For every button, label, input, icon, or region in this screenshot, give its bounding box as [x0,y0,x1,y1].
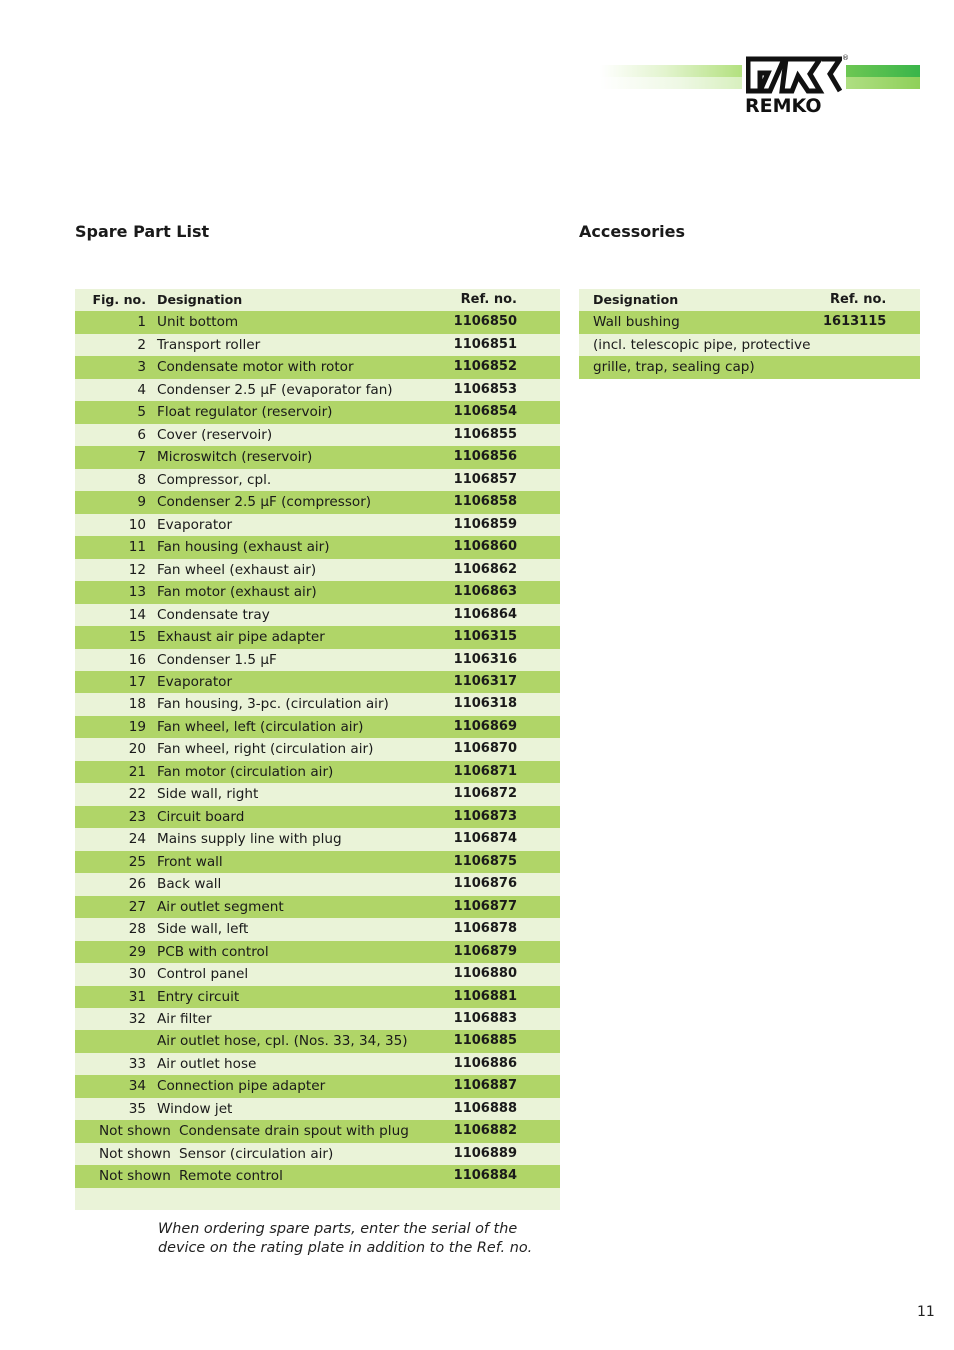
ref-no-cell: 1106857 [453,471,517,487]
designation-cell: Window jet [157,1100,233,1117]
designation-cell: Control panel [157,966,249,983]
designation-cell: Fan wheel (exhaust air) [157,561,317,578]
ref-no-cell: 1106316 [453,651,517,667]
fig-no-cell: 8 [137,471,146,488]
ref-no-cell: 1106864 [453,606,517,622]
table-row [75,806,560,828]
fig-no-cell: 10 [128,516,146,533]
designation-cell: Air outlet segment [157,898,284,915]
ref-no-cell: 1106315 [453,629,517,645]
ref-no-cell: 1106879 [453,943,517,959]
fig-no-cell: 27 [128,898,146,915]
ref-no-cell: 1613115 [823,314,887,330]
ref-no-cell: 1106850 [453,314,517,330]
ref-no-cell: 1106862 [453,561,517,577]
designation-cell: Side wall, left [157,921,249,938]
designation-cell: Compressor, cpl. [157,471,272,488]
table-row [75,514,560,536]
ref-no-cell: 1106863 [453,584,517,600]
designation-cell: Air outlet hose, cpl. (Nos. 33, 34, 35) [157,1033,408,1050]
ref-no-cell: 1106881 [453,988,517,1004]
table-row [75,334,560,356]
table-row [75,851,560,873]
accessories-header-row [579,289,920,311]
table-row [75,1030,560,1052]
accessories-rows [579,311,920,378]
logo-wordmark: REMKO [745,95,822,117]
designation-cell: Fan housing (exhaust air) [157,539,330,556]
fig-no-cell: 16 [128,651,146,668]
designation-cell: Remote control [179,1168,283,1185]
fig-no-cell: 4 [137,381,146,398]
table-row [579,311,920,333]
designation-cell: Entry circuit [157,988,240,1005]
designation-cell: Mains supply line with plug [157,831,342,848]
ref-no-cell: 1106856 [453,449,517,465]
ref-no-cell: 1106859 [453,516,517,532]
fig-no-cell: 5 [137,404,146,421]
designation-cell: Fan motor (circulation air) [157,763,334,780]
designation-cell: Microswitch (reservoir) [157,449,313,466]
ref-no-cell: 1106869 [453,718,517,734]
table-row [75,1098,560,1120]
fig-no-cell: 23 [128,808,146,825]
fig-no-cell: 12 [128,561,146,578]
designation-cell: Unit bottom [157,314,239,331]
remko-logo-icon [746,56,842,94]
fig-no-cell: 25 [128,853,146,870]
fig-no-cell: 33 [128,1055,146,1072]
table-row [75,649,560,671]
table-row [75,626,560,648]
fig-no-cell: 26 [128,876,146,893]
ref-no-cell: 1106872 [453,786,517,802]
table-row [75,693,560,715]
spare-part-table [75,289,560,1210]
table-row [75,941,560,963]
table-row [75,401,560,423]
ref-no-cell: 1106884 [453,1168,517,1184]
fig-no-cell: 18 [128,696,146,713]
logo-registered-mark: ® [842,54,849,62]
table-row [75,311,560,333]
table-row [75,559,560,581]
ref-no-cell: 1106852 [453,359,517,375]
table-row [75,963,560,985]
designation-cell: Sensor (circulation air) [179,1145,334,1162]
fig-no-cell: 9 [137,494,146,511]
header-ref-no: Ref. no. [830,292,887,307]
fig-no-cell: 31 [128,988,146,1005]
designation-cell: Air outlet hose [157,1055,257,1072]
fig-no-cell: 35 [128,1100,146,1117]
ref-no-cell: 1106885 [453,1033,517,1049]
header-designation: Designation [593,292,679,307]
fig-no-cell: 3 [137,359,146,376]
accessories-table [579,289,920,379]
ref-no-cell: 1106880 [453,966,517,982]
fig-no-cell: 17 [128,673,146,690]
table-row [75,671,560,693]
ordering-note: When ordering spare parts, enter the serial of the device on the rating plate in addition to the Ref. no. [158,1221,533,1256]
designation-cell: Back wall [157,876,222,893]
designation-cell: Circuit board [157,808,245,825]
designation-cell: (incl. telescopic pipe, protective [593,336,811,353]
fig-no-cell: 24 [128,831,146,848]
designation-cell: grille, trap, sealing cap) [593,359,755,376]
table-footer-row [75,1188,560,1210]
fig-no-cell: 1 [137,314,146,331]
ref-no-cell: 1106855 [453,426,517,442]
ref-no-cell: 1106851 [453,336,517,352]
designation-cell: Condensate drain spout with plug [179,1123,409,1140]
table-row [75,356,560,378]
table-row [75,491,560,513]
ref-no-cell: 1106887 [453,1078,517,1094]
table-row [75,1008,560,1030]
designation-cell: Exhaust air pipe adapter [157,629,325,646]
designation-cell: Cover (reservoir) [157,426,273,443]
table-row [75,1143,560,1165]
table-row [75,828,560,850]
table-row [75,873,560,895]
fig-no-cell: 22 [128,786,146,803]
spare-part-list-title: Spare Part List [75,222,210,241]
table-row [75,761,560,783]
fig-no-cell: 28 [128,921,146,938]
ref-no-cell: 1106874 [453,831,517,847]
ref-no-cell: 1106889 [453,1145,517,1161]
fig-no-cell: 7 [137,449,146,466]
ref-no-cell: 1106870 [453,741,517,757]
fig-no-cell: 30 [128,966,146,983]
designation-cell: Float regulator (reservoir) [157,404,333,421]
ref-no-cell: 1106860 [453,539,517,555]
ref-no-cell: 1106877 [453,898,517,914]
ref-no-cell: 1106871 [453,763,517,779]
designation-cell: Front wall [157,853,223,870]
table-row [75,1053,560,1075]
designation-cell: Condenser 2.5 µF (evaporator fan) [157,381,393,398]
designation-cell: Fan motor (exhaust air) [157,584,317,601]
ref-no-cell: 1106886 [453,1055,517,1071]
ref-no-cell: 1106317 [453,673,517,689]
ref-no-cell: 1106876 [453,876,517,892]
designation-cell: Condensate tray [157,606,270,623]
table-row [75,604,560,626]
table-row [75,424,560,446]
fig-no-cell: 2 [137,336,146,353]
table-header-row [75,289,560,311]
table-row [75,986,560,1008]
designation-cell: Condensate motor with rotor [157,359,354,376]
ref-no-cell: 1106873 [453,808,517,824]
fig-no-cell: 32 [128,1011,146,1027]
not-shown-label: Not shown [99,1123,171,1140]
table-row [75,581,560,603]
header-ref-no: Ref. no. [460,292,517,307]
ref-no-cell: 1106853 [453,381,517,397]
ref-no-cell: 1106888 [453,1100,517,1116]
designation-cell: Air filter [157,1011,212,1027]
designation-cell: Transport roller [157,336,261,353]
fig-no-cell: 34 [128,1078,146,1095]
fig-no-cell: 29 [128,943,146,960]
table-row [579,356,920,378]
table-row [75,738,560,760]
header-fig-no: Fig. no. [92,292,146,307]
table-row [75,379,560,401]
not-shown-label: Not shown [99,1145,171,1162]
fig-no-cell: 14 [128,606,146,623]
fig-no-cell: 19 [128,718,146,735]
ref-no-cell: 1106318 [453,696,517,712]
fig-no-cell: 13 [128,584,146,601]
ref-no-cell: 1106858 [453,494,517,510]
not-shown-label: Not shown [99,1168,171,1185]
designation-cell: Condenser 2.5 µF (compressor) [157,494,372,511]
designation-cell: Fan housing, 3-pc. (circulation air) [157,696,389,713]
table-row [75,1120,560,1142]
ref-no-cell: 1106882 [453,1123,517,1139]
fig-no-cell: 21 [128,763,146,780]
designation-cell: Connection pipe adapter [157,1078,326,1095]
table-row [75,446,560,468]
ref-no-cell: 1106854 [453,404,517,420]
page-number: 11 [917,1304,935,1320]
table-row [75,536,560,558]
designation-cell: Fan wheel, left (circulation air) [157,718,364,735]
designation-cell: Evaporator [157,673,233,690]
designation-cell: Evaporator [157,516,233,533]
table-row [75,918,560,940]
ref-no-cell: 1106875 [453,853,517,869]
designation-cell: Fan wheel, right (circulation air) [157,741,374,758]
table-row [75,469,560,491]
designation-cell: PCB with control [157,943,269,960]
fig-no-cell: 6 [137,426,146,443]
designation-cell: Condenser 1.5 µF [157,651,277,668]
fig-no-cell: 20 [128,741,146,758]
header-designation: Designation [157,292,243,307]
table-row [75,1165,560,1187]
table-row [75,783,560,805]
table-row [75,716,560,738]
ref-no-cell: 1106878 [453,921,517,937]
table-row [579,334,920,356]
table-row [75,1075,560,1097]
ref-no-cell: 1106883 [453,1011,517,1026]
not-shown-rows [75,1120,560,1187]
table-row [75,896,560,918]
designation-cell: Wall bushing [593,314,680,331]
spare-part-rows [75,311,560,1120]
accessories-title: Accessories [579,222,685,241]
fig-no-cell: 15 [128,629,146,646]
fig-no-cell: 11 [128,539,146,556]
designation-cell: Side wall, right [157,786,259,803]
